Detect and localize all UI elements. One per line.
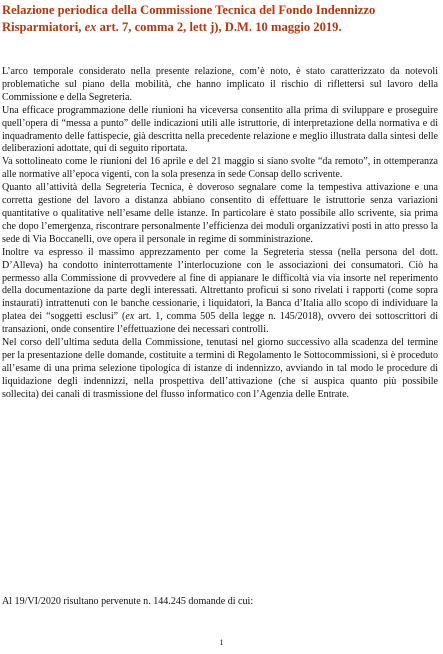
paragraph-5 (2, 247, 438, 337)
paragraph-5-italic: ex (125, 311, 135, 323)
paragraph-3: Va sottolineato come le riunioni del 16 aprile e del 21 maggio si siano svolte “da remoto”, in ottemperanza alle normative all’epoca vigenti, con la sola presenza in sede Consap dello scrivente. (2, 156, 438, 181)
closing-line: Al 19/VI/2020 risultano pervenute n. 144.245 domande di cui: (2, 596, 254, 607)
title-italic: ex (84, 20, 97, 34)
paragraph-6: Nel corso dell’ultima seduta della Commissione, tenutasi nel giorno successivo alla scadenza del termine per la presentazione delle domande, costituite a termini di Regolamento le Sottocommissioni, si è proceduto all’esame di una prima selezione tipologica di istanze di indennizzo, avviando in tal modo le procedure di liquidazione degli indennizzi, nella prospettiva dell’attivazione (che si auspica quanto più possibile sollecita) dei canali di trasmissione del flusso informatico con l’Agenzia delle Entrate. (2, 337, 438, 400)
document-body (2, 66, 438, 402)
paragraph-5-text: Inoltre va espresso il massimo apprezzamento per come la Segreteria stessa (nella persona del dott. D’Alleva) ha condotto ininterrottamente l’interlocuzione con le associazioni dei consumatori. Ciò ha permesso alla Commissione di provvedere al fine di appianare le difficoltà via via insorte nel reperimento della documentazione da parte degli interessati. Altrettanto proficui si sono rivelati i rapporti (come sopra instaurati) intrattenuti con le banche cessionarie, i liquidatori, la Banca d’Italia allo scopo di individuare la platea dei “soggetti esclusi” ( (2, 246, 438, 323)
title-part-1: Relazione periodica della Commissione Tecnica del Fondo Indennizzo Risparmiatori, (2, 3, 376, 34)
paragraph-2: Una efficace programmazione delle riunioni ha viceversa consentito alla prima di sviluppare e proseguire quell’opera di “messa a punto” delle indicazioni utili alle istruttorie, di interpretazione della normativa e di inquadramento delle fattispecie, già descritta nella precedente relazione e meglio illustrata dalla sintesi delle deliberazioni adottate, qui di seguito riportata. (2, 104, 438, 155)
paragraph-4: Quanto all’attività della Segreteria Tecnica, è doveroso segnalare come la tempestiva attivazione e una corretta gestione del lavoro a distanza abbiano consentito di effettuare le istruttorie senza variazioni quantitative o qualitative nell’esame delle istanze. In particolare è stato possibile allo scrivente, sia prima che dopo l’emergenza, riscontrare personalmente l’efficienza dei moduli organizzativi posti in atto presso la sede di Via Boccanelli, ove opera il personale in regime di somministrazione. (2, 182, 438, 245)
document-title (2, 2, 440, 36)
paragraph-5-tail: art. 1, comma 505 della legge n. 145/2018), ovvero dei sottoscrittori di transazioni, onde consentire l’effettuazione dei necessari controlli. (2, 311, 438, 336)
paragraph-1: L’arco temporale considerato nella presente relazione, com’è noto, è stato caratterizzato da notevoli problematiche sul piano della mobilità, che hanno implicato il rischio di riflettersi sul lavoro della Commissione e della Segreteria. (2, 66, 438, 103)
title-part-2: art. 7, comma 2, lett j), D.M. 10 maggio 2019. (96, 20, 342, 34)
page-number: 1 (219, 638, 224, 647)
